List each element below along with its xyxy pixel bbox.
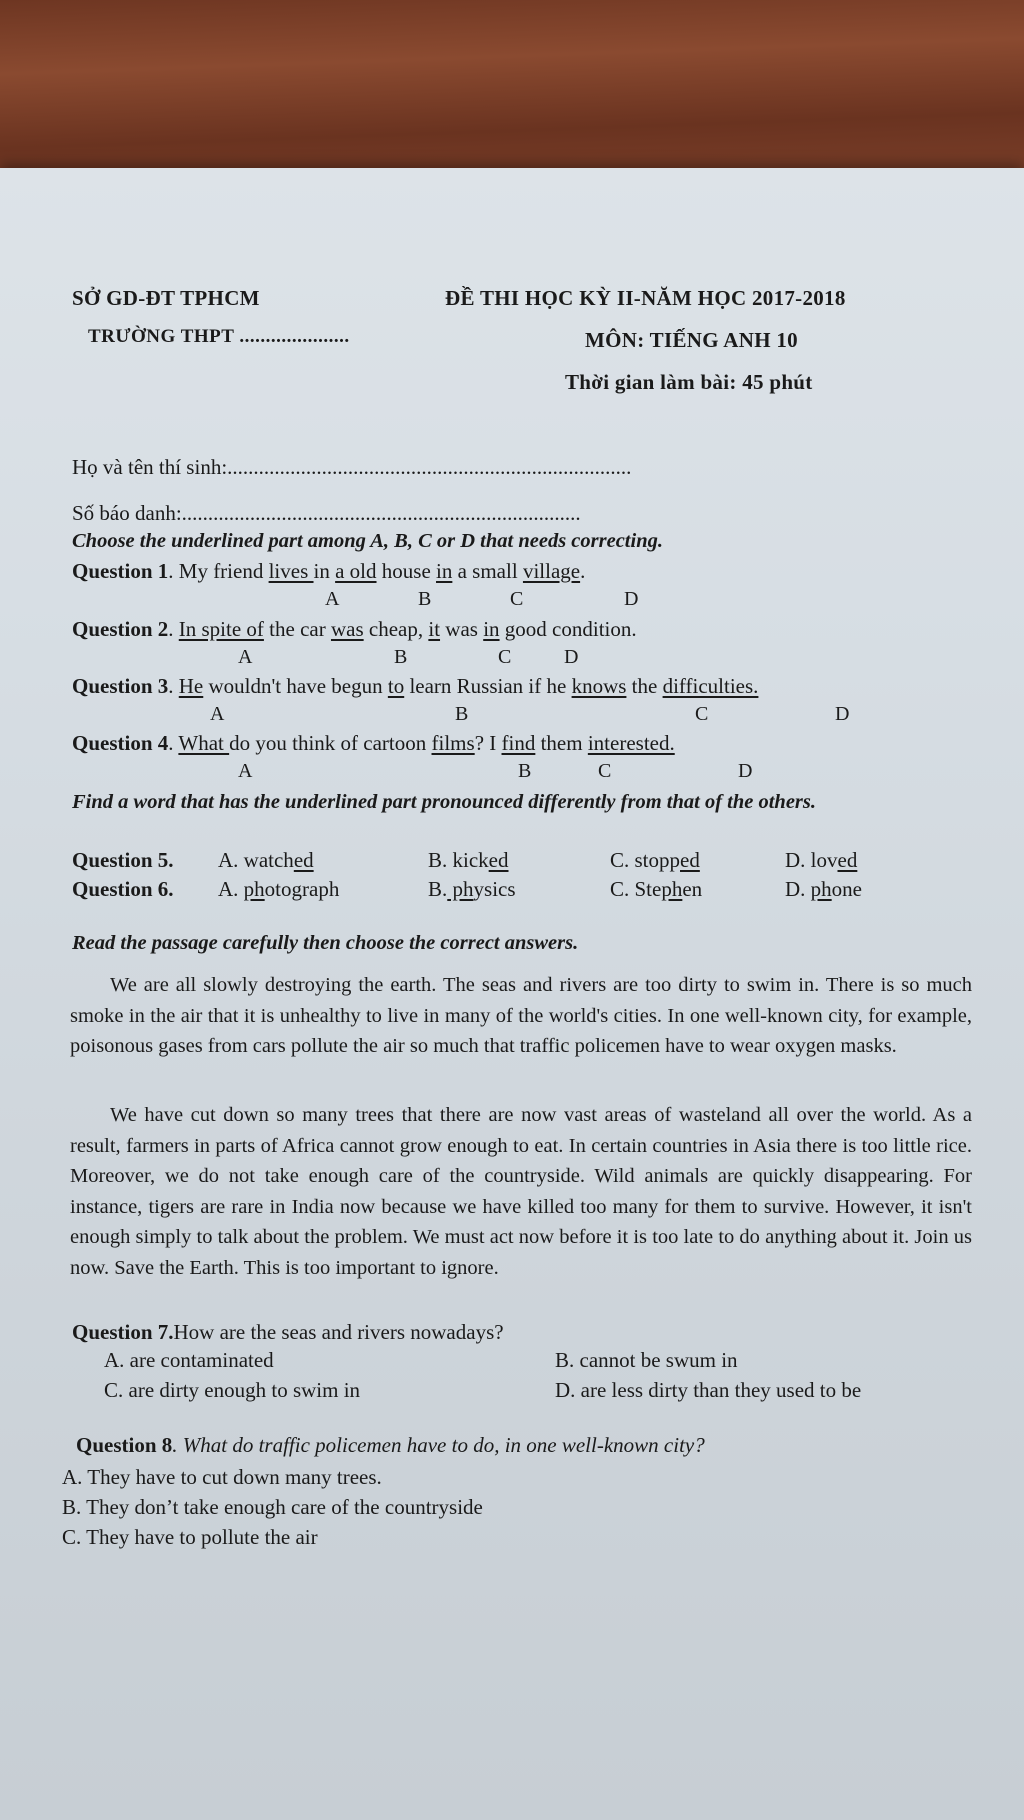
q7-option-b[interactable]: B. cannot be swum in	[555, 1348, 738, 1372]
q1-text: in	[313, 559, 336, 583]
q2-text: cheap,	[363, 617, 429, 641]
question-2	[72, 617, 637, 642]
q6-c-text: en	[682, 877, 703, 901]
q2-text: was	[440, 617, 484, 641]
q5-option-b[interactable]	[428, 848, 509, 873]
passage-paragraph-2: We have cut down so many trees that there are now vast areas of wasteland all over the world. As a result, farmers in parts of Africa cannot grow enough to eat. In certain countries in Asia there is too little rice. Moreover, we do not take enough care of the countryside. Wild animals are quickly disappearing. For instance, tigers are rare in India now because we have killed too many for them to survive. However, it isn't enough simply to talk about the problem. We must act now before it is too late to do anything about it. Join us now. Save the Earth. This is too important to ignore.	[70, 1104, 972, 1279]
q3-text: .	[168, 674, 179, 698]
q4-letter-d: D	[738, 760, 753, 782]
question-8	[76, 1433, 705, 1458]
question-8-text: . What do traffic policemen have to do, in one well-known city?	[172, 1433, 705, 1457]
q4-option-a[interactable]: What	[178, 731, 230, 755]
q1-letter-d: D	[624, 588, 639, 610]
q6-c-text: C. Ste	[610, 877, 662, 901]
q8-option-b[interactable]: B. They don’t take enough care of the countryside	[62, 1495, 483, 1519]
q6-d-text: D.	[785, 877, 811, 901]
q7-option-a[interactable]: A. are contaminated	[104, 1348, 274, 1372]
question-6-label: Question 6.	[72, 877, 174, 901]
q3-text: learn Russian if he	[404, 674, 572, 698]
q4-option-c[interactable]: find	[501, 731, 536, 755]
q7-option-c[interactable]: C. are dirty enough to swim in	[104, 1378, 361, 1402]
q1-text: . My friend	[168, 559, 269, 583]
q5-b-underlined: ed	[488, 848, 509, 872]
q6-d-underlined: ph	[810, 877, 832, 901]
q4-text: them	[535, 731, 588, 755]
q1-text: house	[376, 559, 437, 583]
student-name-field[interactable]: Họ và tên thí sinh:.............................................................................	[72, 455, 632, 479]
q5-option-a[interactable]	[218, 848, 314, 873]
q8-option-c[interactable]: C. They have to pollute the air	[62, 1525, 318, 1549]
q4-text: .	[168, 731, 179, 755]
question-2-label: Question 2	[72, 617, 169, 641]
question-7	[72, 1320, 504, 1345]
q1-letter-b: B	[418, 588, 432, 610]
q5-a-text: A. watch	[218, 848, 294, 872]
q5-option-d[interactable]	[785, 848, 857, 873]
q2-text: the car	[263, 617, 331, 641]
q3-letter-b: B	[455, 703, 469, 725]
q1-option-b[interactable]: a old	[335, 559, 377, 583]
q4-text: do you think of cartoon	[229, 731, 432, 755]
q6-b-underlined: ph	[447, 877, 474, 901]
q5-option-c[interactable]	[610, 848, 700, 873]
q6-a-text: otograph	[264, 877, 340, 901]
q3-option-c[interactable]: knows	[571, 674, 627, 698]
q5-c-text: C. stopp	[610, 848, 681, 872]
q3-text: the	[626, 674, 663, 698]
q4-letter-a: A	[238, 760, 253, 782]
q2-letter-c: C	[498, 646, 512, 668]
q2-text: .	[168, 617, 179, 641]
q6-c-underlined: ph	[661, 877, 683, 901]
q4-option-d[interactable]: interested.	[587, 731, 675, 755]
q5-d-underlined: ed	[837, 848, 858, 872]
q2-option-b[interactable]: was	[330, 617, 364, 641]
q6-option-d[interactable]	[785, 877, 862, 902]
q1-option-d[interactable]: village	[522, 559, 581, 583]
q3-letter-c: C	[695, 703, 709, 725]
q6-b-text: B.	[428, 877, 448, 901]
q3-option-d[interactable]: difficulties.	[662, 674, 759, 698]
passage-paragraph-1: We are all slowly destroying the earth. The seas and rivers are too dirty to swim in. There is so much smoke in the air that it is unhealthy to live in many of the world's cities. In one well-known city, for example, poisonous gases from cars pollute the air so much that traffic policemen have to wear oxygen masks.	[70, 974, 972, 1057]
q6-option-b[interactable]	[428, 877, 516, 902]
q2-letter-b: B	[394, 646, 408, 668]
q4-text: ? I	[474, 731, 502, 755]
q4-letter-c: C	[598, 760, 612, 782]
q6-option-c[interactable]	[610, 877, 702, 902]
exam-title: ĐỀ THI HỌC KỲ II-NĂM HỌC 2017-2018	[445, 286, 846, 310]
subject: MÔN: TIẾNG ANH 10	[585, 328, 798, 352]
q3-letter-d: D	[835, 703, 850, 725]
q1-option-a[interactable]: lives	[268, 559, 314, 583]
q3-letter-a: A	[210, 703, 225, 725]
q2-option-c[interactable]: it	[428, 617, 441, 641]
section3-instruction: Read the passage carefully then choose the correct answers.	[72, 932, 579, 954]
q7-option-d[interactable]: D. are less dirty than they used to be	[555, 1378, 862, 1402]
student-id-field[interactable]: Số báo danh:............................................................................	[72, 501, 581, 525]
q1-text: .	[580, 559, 586, 583]
q8-option-a[interactable]: A. They have to cut down many trees.	[62, 1465, 382, 1489]
question-3	[72, 674, 758, 699]
question-1	[72, 559, 585, 584]
q5-c-underlined: ed	[680, 848, 700, 872]
q1-option-c[interactable]: in	[436, 559, 453, 583]
q2-option-a[interactable]: In spite of	[178, 617, 264, 641]
question-8-label: Question 8	[76, 1433, 173, 1457]
q2-letter-a: A	[238, 646, 253, 668]
q3-text: wouldn't have begun	[203, 674, 388, 698]
question-3-label: Question 3	[72, 674, 169, 698]
q3-option-b[interactable]: to	[387, 674, 405, 698]
q2-text: good condition.	[499, 617, 637, 641]
section2-instruction: Find a word that has the underlined part pronounced differently from that of the others.	[72, 791, 816, 813]
q6-a-underlined: ph	[243, 877, 265, 901]
q6-d-text: one	[831, 877, 862, 901]
department-name: SỞ GD-ĐT TPHCM	[72, 286, 260, 310]
q1-letter-c: C	[510, 588, 524, 610]
school-name: TRƯỜNG THPT .....................	[88, 326, 350, 347]
exam-paper	[0, 168, 1024, 1820]
q2-letter-d: D	[564, 646, 579, 668]
question-7-label: Question 7.	[72, 1320, 174, 1344]
question-7-text: How are the seas and rivers nowadays?	[173, 1320, 504, 1344]
q5-b-text: B. kick	[428, 848, 489, 872]
q5-a-underlined: ed	[293, 848, 314, 872]
q6-option-a[interactable]	[218, 877, 339, 902]
q3-option-a[interactable]: He	[178, 674, 204, 698]
question-1-label: Question 1	[72, 559, 169, 583]
q4-letter-b: B	[518, 760, 532, 782]
section1-instruction: Choose the underlined part among A, B, C or D that needs correcting.	[72, 530, 663, 552]
q4-option-b[interactable]: films	[431, 731, 475, 755]
q6-b-text: ysics	[473, 877, 516, 901]
question-4-label: Question 4	[72, 731, 169, 755]
exam-time: Thời gian làm bài: 45 phút	[565, 370, 813, 394]
q5-d-text: D. lov	[785, 848, 838, 872]
question-5-label: Question 5.	[72, 848, 174, 872]
q1-letter-a: A	[325, 588, 340, 610]
q2-option-d[interactable]: in	[483, 617, 500, 641]
question-4	[72, 731, 675, 756]
q6-a-text: A.	[218, 877, 244, 901]
q1-text: a small	[452, 559, 523, 583]
